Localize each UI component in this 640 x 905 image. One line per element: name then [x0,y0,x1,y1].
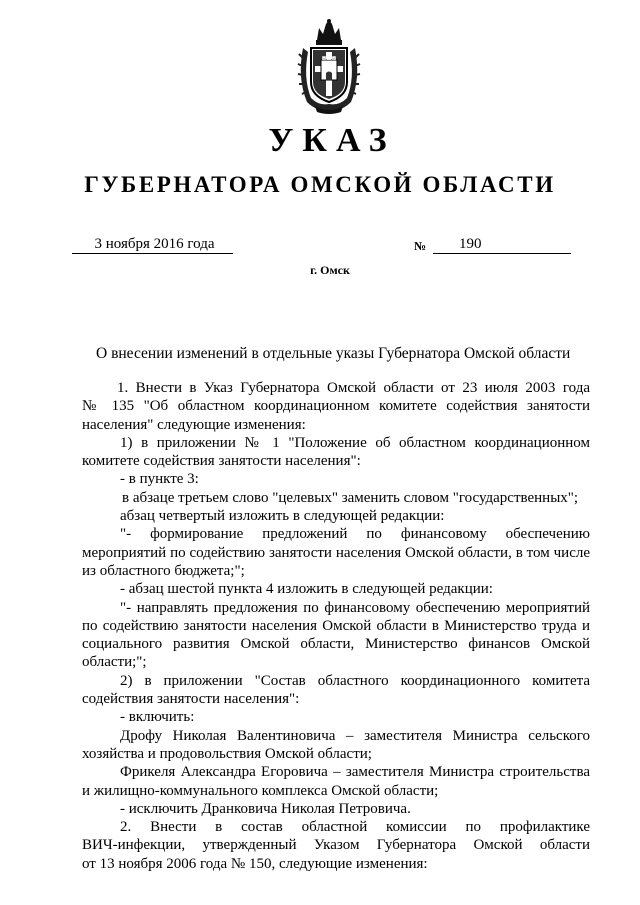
body-line: населения" следующие изменения: [82,416,306,433]
body-line: в абзаце третьем слово "целевых" заменить словом "государственных"; [122,489,579,506]
document-type-title: УКАЗ [268,122,396,159]
body-line: от 13 ноября 2006 года № 150, следующие изменения: [82,855,428,872]
body-line: Дрофу Николая Валентиновича – заместителя Министра сельского [120,727,590,744]
body-line: - исключить Дранковича Николая Петровича. [120,800,411,817]
body-line: 1. Внести в Указ Губернатора Омской области от 23 июля 2003 года [117,380,590,396]
document-number-field [433,235,571,254]
document-number: 190 [459,236,482,252]
body-line: 2. Внести в состав областной комиссии по профилактике [120,819,590,836]
body-line: Фрикеля Александра Егоровича – заместителя Министра строительства [120,764,590,781]
body-line: - в пункте 3: [120,471,199,488]
body-line: из областного бюджета;"; [82,562,245,579]
body-line: мероприятий по содействию занятости населения Омской области, в том числе [82,544,590,561]
body-line: "- формирование предложений по финансовому обеспечению [120,526,590,543]
document-date: 3 ноября 2016 года [72,235,233,254]
document-subject: О внесении изменений в отдельные указы Губернатора Омской области [96,345,571,362]
issuer-title: ГУБЕРНАТОРА ОМСКОЙ ОБЛАСТИ [84,172,556,197]
shield-icon [311,48,347,102]
document-body [82,379,590,873]
body-line: абзац четвертый изложить в следующей редакции: [120,508,445,525]
body-line: "- направлять предложения по финансовому обеспечению мероприятий [120,599,590,616]
coat-of-arms-emblem [293,18,365,116]
body-line: комитете содействия занятости населения": [82,453,361,470]
body-line: области;"; [82,654,147,671]
body-line: 1) в приложении № 1 "Положение об областном координационном [120,434,590,451]
crown-icon [316,19,342,45]
body-line: - включить: [120,709,195,726]
body-line: по содействию занятости населения Омской области в Министерство труда и [82,617,590,634]
body-line: № 135 "Об областном координационном комитете содействия занятости [82,398,590,415]
body-line: - абзац шестой пункта 4 изложить в следующей редакции: [120,581,493,598]
body-line: 2) в приложении "Состав областного координационного комитета [120,672,590,689]
body-line: хозяйства и продовольствия Омской области; [82,745,372,762]
body-line: ВИЧ-инфекции, утвержденный Указом Губернатора Омской области [82,837,590,854]
body-line: и жилищно-коммунального комплекса Омской области; [82,782,439,799]
document-city: г. Омск [310,263,350,277]
body-line: социального развития Омской области, Министерство финансов Омской [82,636,590,653]
number-label: № [414,239,427,253]
body-line: содействия занятости населения": [82,691,300,708]
